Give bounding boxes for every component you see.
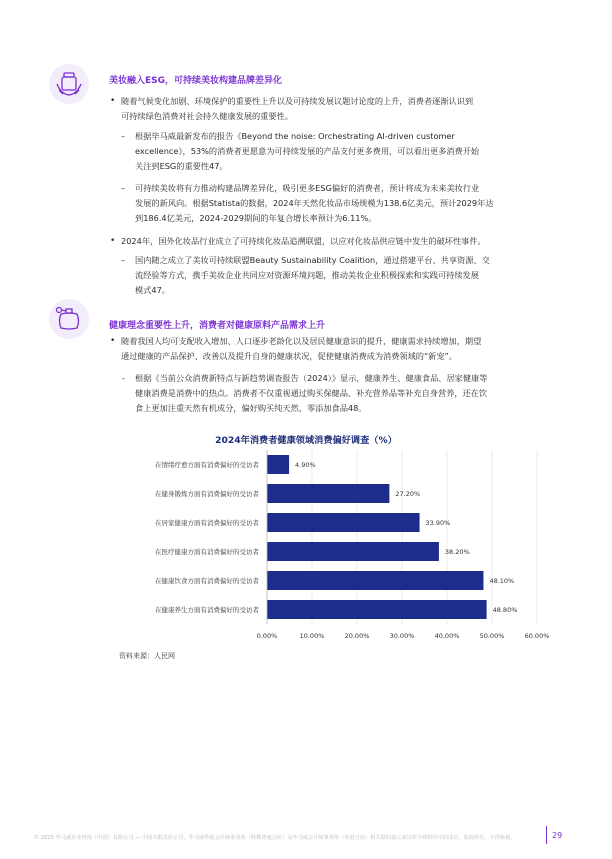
text-line: excellence》，53%的消费者更愿意为可持续发展的产品支付更多费用，可以看出更多消费开始 xyxy=(135,146,480,156)
dash-marker: – xyxy=(121,255,126,265)
text-line: 食上更加注重天然有机成分，偏好购买纯天然、零添加食品48。 xyxy=(135,403,367,413)
text-line: 关注到ESG的重要性47。 xyxy=(135,161,228,171)
footer-copyright: © 2025 毕马威企业咨询（中国）有限公司 — 中国有限责任公司，毕马威华振会计师事务所（特殊普通合伙）及毕马威会计师事务所（香港合伙）相关联的独立成员所全球组织中的成员，版权所有，不得转载。 xyxy=(34,835,516,841)
value-label: 33.90% xyxy=(425,519,451,527)
bullet-dot: • xyxy=(110,96,116,106)
value-label: 48.80% xyxy=(492,606,518,614)
paragraph xyxy=(135,181,494,226)
paragraph xyxy=(121,234,486,249)
bar xyxy=(267,484,389,503)
text-line: 根据毕马威最新发布的报告《Beyond the noise: Orchestrating AI-driven customer xyxy=(135,131,455,141)
value-label: 27.20% xyxy=(395,490,421,498)
dash-marker: - xyxy=(122,373,125,383)
x-tick-label: 40.00% xyxy=(434,632,460,640)
bar-chart xyxy=(0,450,612,640)
text-line: 健康消费是消费中的热点。消费者不仅重视通过购买保健品、补充营养品等补充自身营养，还在饮 xyxy=(135,388,488,398)
value-label: 4.90% xyxy=(295,461,316,469)
value-label: 38.20% xyxy=(444,548,470,556)
paragraph xyxy=(135,253,490,298)
category-label: 在情绪疗愈方面有消费偏好的受访者 xyxy=(155,461,259,469)
text-line: 模式47。 xyxy=(135,285,170,295)
text-line: 流经验等方式，携手美妆企业共同应对资源环境问题，推动美妆企业积极探索和实践可持续发展 xyxy=(135,270,479,280)
bar xyxy=(267,600,487,619)
text-line: 发展的新风向。根据Statista的数据，2024年天然化妆品市场规模为138.6亿美元，预计2029年达 xyxy=(135,198,494,208)
category-label: 在居家健康方面有消费偏好的受访者 xyxy=(155,519,259,527)
x-tick-label: 20.00% xyxy=(344,632,370,640)
category-label: 在健身锻炼方面有消费偏好的受访者 xyxy=(155,490,259,498)
chart-title: 2024年消费者健康领域消费偏好调查（%） xyxy=(215,435,397,446)
text-line: 2024年，国外化妆品行业成立了可持续化妆品追溯联盟，以应对化妆品供应链中发生的破坏性事件。 xyxy=(121,236,486,246)
text-line: 随着我国人均可支配收入增加、人口逐步老龄化以及居民健康意识的提升，健康需求持续增加，期望 xyxy=(121,336,482,346)
paragraph xyxy=(135,129,479,174)
bar xyxy=(267,455,289,474)
dash-marker: – xyxy=(121,183,126,193)
value-label: 48.10% xyxy=(489,577,515,585)
paragraph xyxy=(121,334,481,364)
bar xyxy=(267,542,439,561)
perfume-bottle-icon xyxy=(49,299,89,339)
section-title: 美妆融入ESG，可持续美妆构建品牌差异化 xyxy=(109,76,283,86)
x-tick-label: 60.00% xyxy=(524,632,550,640)
dash-marker: – xyxy=(121,131,126,141)
text-line: 可持续美妆将有力推动构建品牌差异化，吸引更多ESG偏好的消费者，预计将成为未来美妆行业 xyxy=(135,183,480,193)
text-line: 到186.4亿美元，2024-2029期间的年复合增长率预计为6.11%。 xyxy=(135,213,377,223)
category-label: 在健康饮食方面有消费偏好的受访者 xyxy=(155,577,259,585)
x-tick-label: 50.00% xyxy=(479,632,505,640)
section-title: 健康理念重要性上升，消费者对健康原料产品需求上升 xyxy=(109,321,326,331)
bullet-dot: • xyxy=(110,336,116,346)
text-line: 可持续绿色消费对社会持久健康发展的重要性。 xyxy=(121,111,293,121)
bullet-dot: • xyxy=(110,236,116,246)
text-line: 通过健康的产品保护、改善以及提升自身的健康状况，促使健康消费成为消费领域的“新宠”。 xyxy=(121,351,457,361)
x-tick-label: 10.00% xyxy=(299,632,325,640)
text-line: 根据《当前公众消费新特点与新趋势调查报告（2024）》显示，健康养生、健康食品、居家健康等 xyxy=(135,373,488,383)
page-number: 29 xyxy=(552,831,563,840)
x-tick-label: 0.00% xyxy=(256,632,278,640)
paragraph xyxy=(121,94,473,124)
x-tick-label: 30.00% xyxy=(389,632,415,640)
paragraph xyxy=(135,371,487,416)
category-label: 在医疗健康方面有消费偏好的受访者 xyxy=(155,548,259,556)
source-note: 资料来源：人民网 xyxy=(119,652,175,660)
bar xyxy=(267,513,420,532)
bar xyxy=(267,571,483,590)
category-label: 在健康养生方面有消费偏好的受访者 xyxy=(155,606,259,614)
text-line: 随着气候变化加剧、环境保护的重要性上升以及可持续发展议题讨论度的上升，消费者逐渐认识到 xyxy=(121,96,474,106)
cosmetic-bottles-icon xyxy=(49,64,89,104)
text-line: 国内随之成立了美妆可持续联盟Beauty Sustainability Coalition，通过搭建平台、共享资源、交 xyxy=(135,255,490,265)
footer-divider xyxy=(546,826,547,844)
